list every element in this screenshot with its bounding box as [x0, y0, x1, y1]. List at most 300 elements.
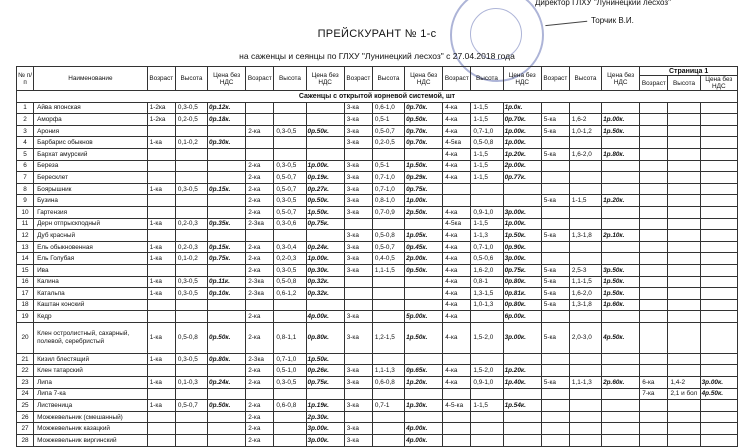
age-cell: 7-ка [640, 388, 668, 400]
table-row [17, 241, 738, 253]
height-cell [668, 253, 700, 265]
col-name: Наименование [34, 67, 148, 91]
age-cell [147, 125, 175, 137]
price-cell [602, 102, 640, 114]
price-cell [208, 172, 246, 184]
age-cell [147, 365, 175, 377]
plant-name: Барбарис обыкнов [34, 137, 148, 149]
plant-name: Катальпа [34, 288, 148, 300]
price-cell [602, 218, 640, 230]
row-number: 7 [17, 172, 34, 184]
height-cell [175, 172, 207, 184]
height-cell: 0,5-0,7 [175, 400, 207, 412]
height-cell: 1,3-1,8 [569, 230, 601, 242]
age-cell [640, 423, 668, 435]
price-cell [602, 137, 640, 149]
table-row [17, 253, 738, 265]
height-cell [569, 400, 601, 412]
age-cell: 2-ка [246, 172, 274, 184]
height-cell: 0,3-0,5 [175, 183, 207, 195]
price-cell [700, 137, 737, 149]
height-cell [668, 264, 700, 276]
age-cell: 3-ка [344, 377, 372, 389]
col-price: Цена без НДС [602, 67, 640, 91]
age-cell: 5-ка [541, 148, 569, 160]
height-cell: 0,5-0,7 [372, 241, 404, 253]
height-cell: 1,0-1,2 [569, 125, 601, 137]
height-cell: 0,5-1 [372, 114, 404, 126]
price-cell [700, 311, 737, 323]
age-cell [640, 148, 668, 160]
row-number: 26 [17, 411, 34, 423]
table-header [17, 67, 738, 91]
height-cell [471, 435, 503, 447]
age-cell [640, 114, 668, 126]
height-cell [175, 311, 207, 323]
age-cell: 5-ка [541, 195, 569, 207]
age-cell [246, 148, 274, 160]
height-cell [569, 172, 601, 184]
price-cell: 1р.00к. [503, 125, 541, 137]
height-cell: 0,5-0,7 [274, 172, 306, 184]
height-cell: 0,5-1,0 [274, 365, 306, 377]
price-cell [405, 299, 443, 311]
price-cell: 1р.20к. [602, 195, 640, 207]
height-cell [274, 114, 306, 126]
height-cell [471, 411, 503, 423]
age-cell [541, 400, 569, 412]
plant-name: Ива [34, 264, 148, 276]
height-cell [372, 311, 404, 323]
height-cell [274, 411, 306, 423]
price-cell [602, 311, 640, 323]
age-cell: 2-3ка [246, 353, 274, 365]
price-cell [208, 299, 246, 311]
height-cell [668, 125, 700, 137]
height-cell [372, 388, 404, 400]
height-cell [668, 288, 700, 300]
price-cell: 2р.00к. [405, 253, 443, 265]
price-cell [700, 253, 737, 265]
price-cell: 3р.00к. [306, 435, 344, 447]
age-cell [541, 206, 569, 218]
height-cell: 0,3-0,5 [274, 264, 306, 276]
age-cell [147, 311, 175, 323]
age-cell: 2-ка [246, 253, 274, 265]
price-cell [700, 102, 737, 114]
price-cell [602, 400, 640, 412]
price-cell [306, 137, 344, 149]
price-cell: 0р.50к. [405, 264, 443, 276]
age-cell: 3-ка [344, 160, 372, 172]
age-cell: 3-ка [344, 102, 372, 114]
price-cell [208, 423, 246, 435]
table-row [17, 102, 738, 114]
height-cell: 1-1,5 [471, 148, 503, 160]
height-cell [668, 241, 700, 253]
col-price: Цена без НДС [405, 67, 443, 91]
height-cell [569, 241, 601, 253]
col-age: Возраст [344, 67, 372, 91]
age-cell: 3-ка [344, 264, 372, 276]
plant-name: Айва японская [34, 102, 148, 114]
height-cell: 0,3-0,5 [274, 160, 306, 172]
price-cell [503, 183, 541, 195]
age-cell: 5-ка [541, 288, 569, 300]
height-cell: 0,8-1,0 [372, 195, 404, 207]
age-cell [541, 160, 569, 172]
height-cell: 1,5-2,0 [471, 365, 503, 377]
age-cell: 3-ка [344, 322, 372, 353]
age-cell: 2-ка [246, 206, 274, 218]
plant-name: Можжевельник казацкий [34, 423, 148, 435]
height-cell [569, 206, 601, 218]
price-cell [602, 411, 640, 423]
age-cell [246, 388, 274, 400]
age-cell: 5-ка [541, 114, 569, 126]
height-cell [668, 423, 700, 435]
plant-name: Кизил блестящий [34, 353, 148, 365]
height-cell [175, 160, 207, 172]
height-cell: 0,5-0,8 [274, 276, 306, 288]
height-cell: 1,6-2 [569, 114, 601, 126]
height-cell: 1,1-1,3 [569, 377, 601, 389]
height-cell [175, 148, 207, 160]
height-cell [668, 160, 700, 172]
price-cell: 0р.24к. [208, 377, 246, 389]
price-cell [700, 206, 737, 218]
price-cell: 0р.80к. [503, 276, 541, 288]
col-height: Высота [274, 67, 306, 91]
height-cell: 0,8-1 [471, 276, 503, 288]
age-cell: 4-ка [443, 322, 471, 353]
price-cell: 4р.50к. [700, 388, 737, 400]
age-cell: 2-3ка [246, 288, 274, 300]
price-cell: 0р.50к. [306, 195, 344, 207]
age-cell [640, 137, 668, 149]
height-cell: 0,3-0,5 [274, 377, 306, 389]
height-cell: 0,5-0,8 [372, 230, 404, 242]
price-cell: 2р.00к. [503, 160, 541, 172]
row-number: 22 [17, 365, 34, 377]
row-number: 20 [17, 322, 34, 353]
table-row [17, 137, 738, 149]
age-cell [541, 137, 569, 149]
price-cell [700, 400, 737, 412]
age-cell: 1-ка [147, 322, 175, 353]
age-cell [147, 264, 175, 276]
height-cell [372, 435, 404, 447]
table-row [17, 311, 738, 323]
table-row [17, 288, 738, 300]
document-title: ПРЕЙСКУРАНТ № 1-с [317, 28, 437, 40]
table-row [17, 353, 738, 365]
height-cell: 0,1-0,3 [175, 377, 207, 389]
price-cell: 0р.10к. [208, 288, 246, 300]
height-cell: 0,3-0,4 [274, 241, 306, 253]
age-cell: 1-ка [147, 377, 175, 389]
height-cell [274, 137, 306, 149]
price-cell: 0р.50к. [208, 400, 246, 412]
height-cell [274, 435, 306, 447]
price-cell [700, 218, 737, 230]
table-row [17, 172, 738, 184]
height-cell: 1,2-1,5 [372, 322, 404, 353]
age-cell [640, 276, 668, 288]
plant-name: Бархат амурский [34, 148, 148, 160]
height-cell [372, 423, 404, 435]
height-cell: 1,4-2 [668, 377, 700, 389]
age-cell [541, 353, 569, 365]
price-cell: 0р.80к. [208, 353, 246, 365]
price-cell: 0р.81к. [503, 288, 541, 300]
price-cell: 1р.40к. [503, 377, 541, 389]
age-cell: 2-ка [246, 322, 274, 353]
document-subtitle: на саженцы и сеянцы по ГЛХУ "Лунинецкий лесхоз" с 27.04.2018 года [239, 51, 515, 61]
row-number: 14 [17, 253, 34, 265]
plant-name: Липа 7-ка [34, 388, 148, 400]
price-cell: 2р.30к. [306, 411, 344, 423]
row-number: 3 [17, 125, 34, 137]
height-cell [569, 218, 601, 230]
age-cell [147, 206, 175, 218]
height-cell [175, 411, 207, 423]
age-cell [541, 253, 569, 265]
age-cell: 2-ка [246, 377, 274, 389]
row-number: 19 [17, 311, 34, 323]
height-cell: 1-1,5 [471, 400, 503, 412]
age-cell [640, 241, 668, 253]
price-cell: 1р.50к. [306, 353, 344, 365]
price-cell [405, 288, 443, 300]
plant-name: Бересклет [34, 172, 148, 184]
row-number: 15 [17, 264, 34, 276]
age-cell: 5-ка [541, 299, 569, 311]
row-number: 11 [17, 218, 34, 230]
table-row [17, 125, 738, 137]
row-number: 21 [17, 353, 34, 365]
age-cell: 3-ка [344, 435, 372, 447]
height-cell: 0,8-1,1 [274, 322, 306, 353]
height-cell: 0,7-1,0 [471, 125, 503, 137]
price-cell [503, 353, 541, 365]
age-cell: 4-ка [443, 114, 471, 126]
price-cell [700, 288, 737, 300]
price-cell [700, 264, 737, 276]
age-cell [344, 388, 372, 400]
height-cell [372, 288, 404, 300]
age-cell [443, 411, 471, 423]
height-cell: 0,7-1,0 [471, 241, 503, 253]
table-row [17, 388, 738, 400]
price-cell: 0р.50к. [306, 125, 344, 137]
height-cell [668, 411, 700, 423]
price-cell: 0р.12к. [208, 102, 246, 114]
height-cell [668, 172, 700, 184]
price-cell [208, 435, 246, 447]
height-cell [274, 299, 306, 311]
age-cell [147, 195, 175, 207]
col-height: Высота [569, 67, 601, 91]
height-cell [274, 102, 306, 114]
height-cell [274, 423, 306, 435]
row-number: 10 [17, 206, 34, 218]
height-cell: 0,3-0,5 [175, 288, 207, 300]
price-cell: 4р.00к. [306, 311, 344, 323]
plant-name: Клен татарский [34, 365, 148, 377]
height-cell: 1,1-1,3 [372, 365, 404, 377]
price-cell [700, 322, 737, 353]
age-cell: 2-ка [246, 423, 274, 435]
price-cell [208, 160, 246, 172]
row-number: 12 [17, 230, 34, 242]
price-cell [208, 411, 246, 423]
price-cell: 0р.75к. [405, 183, 443, 195]
height-cell: 1-1,5 [471, 218, 503, 230]
table-row [17, 276, 738, 288]
height-cell: 0,5-0,8 [175, 322, 207, 353]
height-cell [668, 114, 700, 126]
age-cell [443, 388, 471, 400]
price-cell: 6р.00к. [503, 311, 541, 323]
price-cell: 1р.60к. [602, 299, 640, 311]
height-cell: 0,9-1,0 [471, 206, 503, 218]
col-height: Высота [668, 76, 700, 91]
age-cell [344, 218, 372, 230]
height-cell: 0,1-0,2 [175, 253, 207, 265]
table-row [17, 206, 738, 218]
height-cell [668, 400, 700, 412]
price-cell [700, 195, 737, 207]
age-cell: 3-ка [344, 195, 372, 207]
age-cell: 4-ка [443, 377, 471, 389]
age-cell: 2-ка [246, 435, 274, 447]
age-cell: 4-ка [443, 230, 471, 242]
age-cell [443, 353, 471, 365]
col-age: Возраст [147, 67, 175, 91]
price-cell: 3р.00к. [503, 322, 541, 353]
price-cell [602, 241, 640, 253]
age-cell [443, 423, 471, 435]
price-cell: 3р.00к. [503, 206, 541, 218]
price-cell: 0р.70к. [405, 137, 443, 149]
height-cell: 0,3-0,5 [175, 102, 207, 114]
plant-name: Кедр [34, 311, 148, 323]
age-cell [344, 353, 372, 365]
price-cell: 5р.00к. [405, 311, 443, 323]
age-cell [344, 276, 372, 288]
price-cell: 0р.26к. [306, 365, 344, 377]
age-cell [147, 172, 175, 184]
height-cell [175, 435, 207, 447]
height-cell: 1,3-1,5 [471, 288, 503, 300]
price-cell: 4р.50к. [602, 322, 640, 353]
price-table [16, 66, 738, 447]
age-cell: 5-ка [541, 264, 569, 276]
height-cell [175, 206, 207, 218]
age-cell [246, 102, 274, 114]
age-cell [541, 102, 569, 114]
price-cell: 0р.11к. [208, 276, 246, 288]
height-cell [569, 160, 601, 172]
price-cell [208, 206, 246, 218]
price-cell [700, 423, 737, 435]
price-cell: 1р.50к. [503, 230, 541, 242]
age-cell: 1-ка [147, 241, 175, 253]
age-cell: 5-ка [541, 230, 569, 242]
height-cell: 1,6-2,0 [569, 288, 601, 300]
price-cell [700, 183, 737, 195]
height-cell [175, 264, 207, 276]
height-cell [668, 322, 700, 353]
age-cell: 3-ка [344, 206, 372, 218]
height-cell [569, 388, 601, 400]
price-cell [306, 148, 344, 160]
height-cell [668, 102, 700, 114]
price-cell [700, 435, 737, 447]
plant-name: Можжевельник виргинский [34, 435, 148, 447]
price-cell [602, 388, 640, 400]
height-cell [372, 218, 404, 230]
height-cell: 0,2-0,3 [175, 241, 207, 253]
height-cell: 0,6-0,8 [274, 400, 306, 412]
height-cell: 1-1,3 [471, 230, 503, 242]
price-cell [503, 423, 541, 435]
price-cell [602, 160, 640, 172]
height-cell [668, 195, 700, 207]
row-number: 2 [17, 114, 34, 126]
age-cell: 4-ка [443, 160, 471, 172]
row-number: 8 [17, 183, 34, 195]
age-cell: 3-ка [344, 125, 372, 137]
price-cell: 1р.20к. [503, 365, 541, 377]
age-cell [640, 288, 668, 300]
height-cell [274, 311, 306, 323]
age-cell [541, 218, 569, 230]
age-cell: 5-ка [541, 322, 569, 353]
plant-name: Калина [34, 276, 148, 288]
age-cell [443, 195, 471, 207]
table-row [17, 183, 738, 195]
height-cell [274, 148, 306, 160]
age-cell: 1-ка [147, 218, 175, 230]
height-cell [372, 411, 404, 423]
height-cell [372, 276, 404, 288]
row-number: 6 [17, 160, 34, 172]
price-cell [405, 148, 443, 160]
height-cell [175, 230, 207, 242]
age-cell: 5-ка [541, 377, 569, 389]
age-cell: 3-ка [344, 230, 372, 242]
col-height: Высота [175, 67, 207, 91]
price-cell: 0р.65к. [405, 365, 443, 377]
age-cell [640, 299, 668, 311]
height-cell: 0,7-1 [372, 400, 404, 412]
price-cell: 0р.75к. [306, 377, 344, 389]
age-cell [640, 435, 668, 447]
plant-name: Можжевельник (смешанный) [34, 411, 148, 423]
price-cell [700, 299, 737, 311]
height-cell: 0,2-0,3 [175, 218, 207, 230]
age-cell: 2-ка [246, 311, 274, 323]
height-cell [274, 230, 306, 242]
table-row [17, 435, 738, 447]
price-cell: 0р.19к. [306, 172, 344, 184]
price-cell: 0р.75к. [503, 264, 541, 276]
height-cell [668, 218, 700, 230]
plant-name: Аморфа [34, 114, 148, 126]
height-cell [175, 365, 207, 377]
